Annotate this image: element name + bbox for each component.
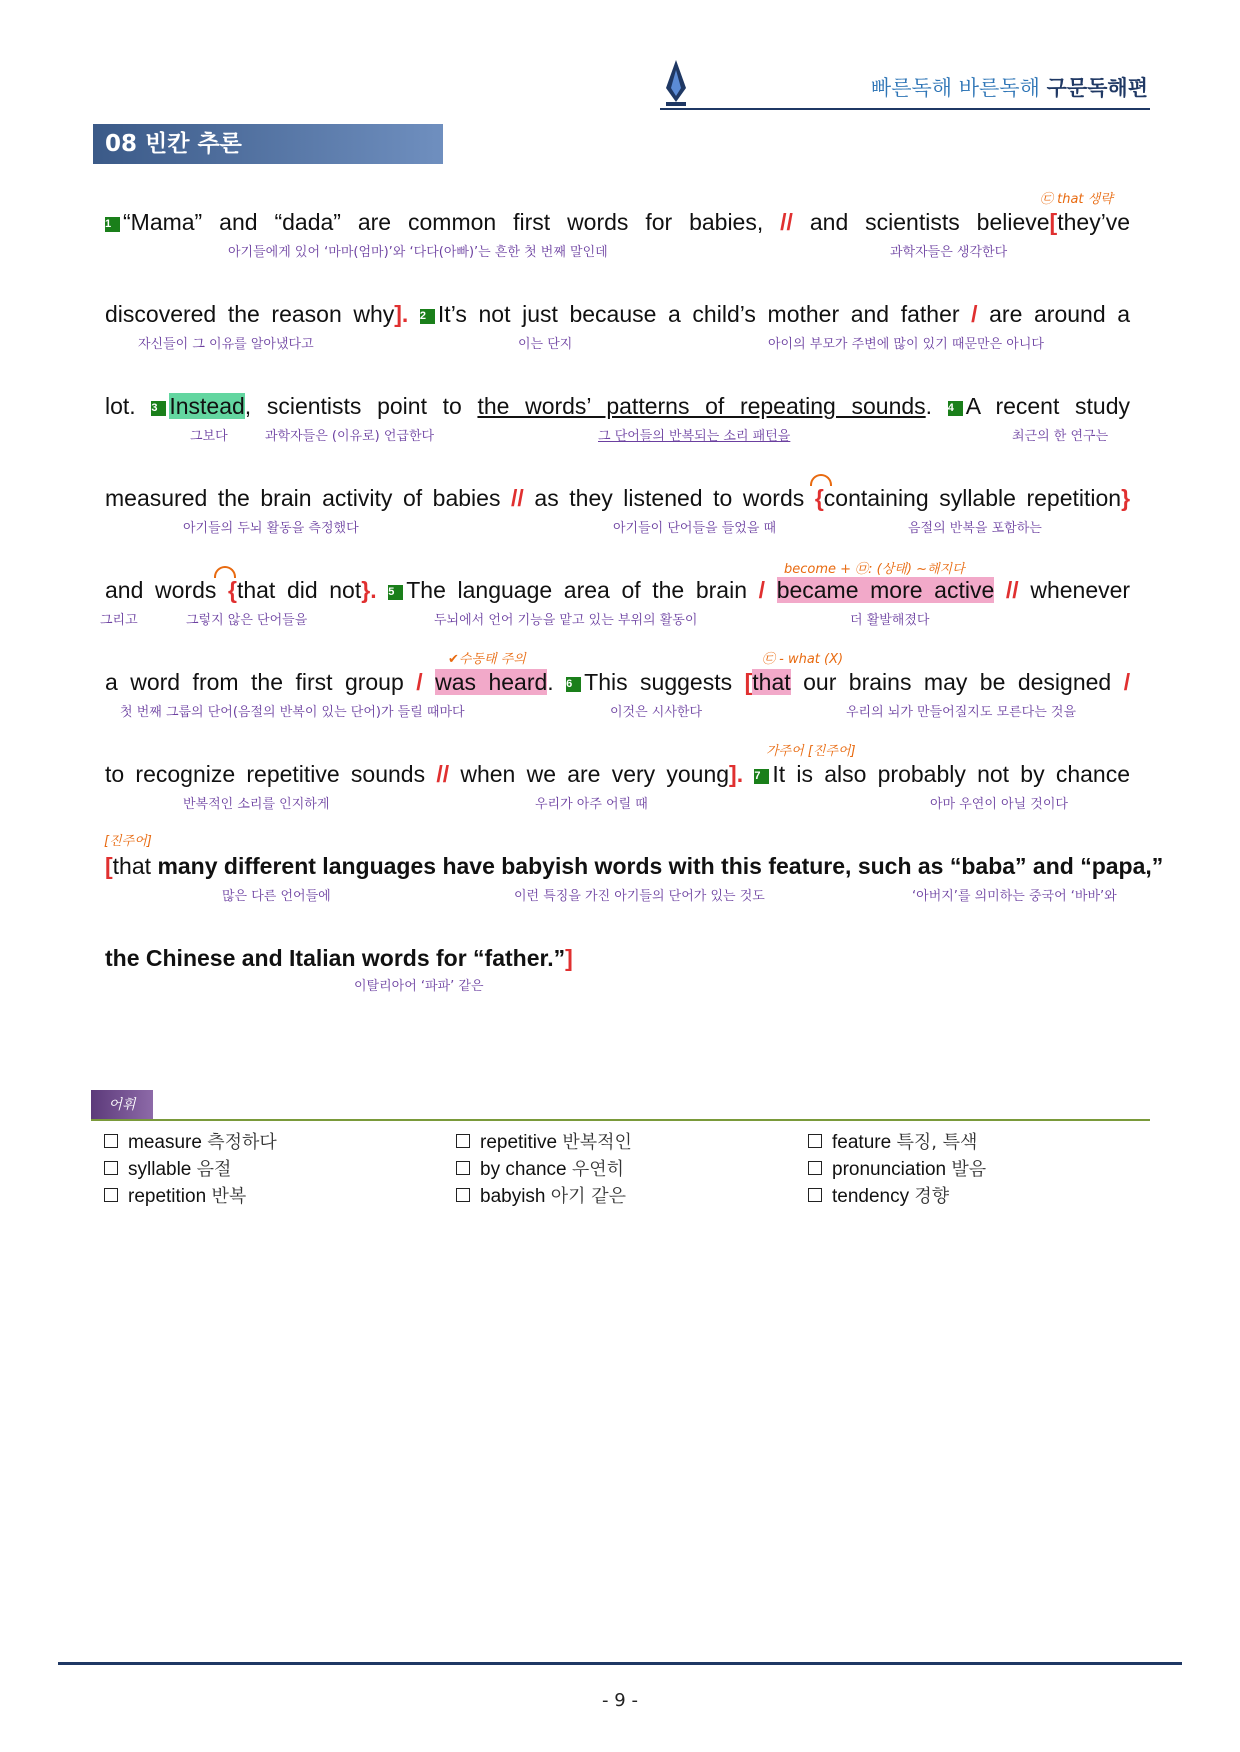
bracket: [ xyxy=(105,853,113,879)
sentence-number-4: 4 xyxy=(948,401,963,416)
bracket: ]. xyxy=(394,301,409,327)
vocab-item xyxy=(808,1155,986,1181)
translation: 이것은 시사한다 xyxy=(610,705,703,720)
chunk-slash: // xyxy=(780,209,793,235)
text: , scientists point to xyxy=(244,393,462,419)
header-rule xyxy=(660,108,1150,110)
vocab-word: by chance xyxy=(480,1159,567,1180)
checkbox[interactable] xyxy=(808,1188,822,1202)
passage-line-3 xyxy=(105,392,1130,420)
chunk-slash: / xyxy=(971,301,978,327)
translation: 음절의 반복을 포함하는 xyxy=(908,521,1042,536)
sentence-number-2: 2 xyxy=(420,309,435,324)
text: discovered the reason why xyxy=(105,301,395,327)
chunk-slash: // xyxy=(436,761,450,787)
bracket: } xyxy=(1121,485,1131,511)
sentence-number-5: 5 xyxy=(388,585,403,600)
text: This suggests xyxy=(584,669,733,695)
translation: 그보다 xyxy=(190,429,228,444)
checkbox[interactable] xyxy=(456,1188,470,1202)
vocab-meaning: 아기 같은 xyxy=(550,1186,627,1207)
translation: 이탈리아어 ‘파파’ 같은 xyxy=(354,979,484,994)
vocab-word: babyish xyxy=(480,1186,546,1207)
annotation-that-omitted: ㉢ that 생략 xyxy=(1040,192,1113,207)
bracket: [ xyxy=(1049,209,1058,235)
text: The language area of the brain xyxy=(406,577,748,603)
passage-line-7 xyxy=(105,760,1130,788)
text: “dada” xyxy=(274,209,341,235)
header-title xyxy=(871,72,1148,102)
translation: 아기들의 두뇌 활동을 측정했다 xyxy=(183,521,359,536)
header-series: 빠른독해 바른독해 xyxy=(870,76,1040,100)
vocab-word: tendency xyxy=(832,1186,910,1207)
sentence-number-1: 1 xyxy=(105,217,120,232)
sentence-number-6: 6 xyxy=(566,677,581,692)
checkbox[interactable] xyxy=(104,1161,118,1175)
highlight-instead: Instead xyxy=(169,393,245,419)
text: are common first words for babies, xyxy=(357,209,764,235)
text: . xyxy=(547,669,554,695)
passage-line-4 xyxy=(105,484,1130,512)
vocab-word: repetitive xyxy=(480,1132,558,1153)
vocab-meaning: 발음 xyxy=(951,1159,987,1180)
checkbox[interactable] xyxy=(808,1161,822,1175)
chunk-slash: // xyxy=(1005,577,1019,603)
translation: 아이의 부모가 주변에 많이 있기 때문만은 아니다 xyxy=(768,337,1044,352)
translation: 많은 다른 언어들에 xyxy=(222,889,331,904)
translation: 그리고 xyxy=(100,613,138,628)
annotation-dummy-subject: 가주어 [진주어] xyxy=(766,744,856,759)
text: measured the brain activity of babies xyxy=(105,485,501,511)
vocab-item xyxy=(104,1128,277,1154)
annotation-real-subject: [진주어] xyxy=(104,834,152,849)
footer-rule xyxy=(58,1662,1182,1665)
vocab-item xyxy=(808,1182,949,1208)
pen-nib-logo xyxy=(662,58,690,108)
text: are around a xyxy=(989,301,1131,327)
translation: 과학자들은 (이유로) 언급한다 xyxy=(265,429,435,444)
translation: 자신들이 그 이유를 알아냈다고 xyxy=(138,337,314,352)
vocab-rule xyxy=(91,1119,1150,1121)
text: . xyxy=(925,393,933,419)
text: that did not xyxy=(236,577,362,603)
sentence-number-7: 7 xyxy=(754,769,769,784)
modifier-arc xyxy=(214,566,236,578)
highlight-that: that xyxy=(752,669,791,695)
vocab-meaning: 경향 xyxy=(914,1186,950,1207)
text: to recognize repetitive sounds xyxy=(105,761,426,787)
text: and scientists believe xyxy=(809,209,1050,235)
bracket: ] xyxy=(565,945,573,971)
text: as they listened to words xyxy=(534,485,805,511)
checkbox[interactable] xyxy=(104,1188,118,1202)
checkbox[interactable] xyxy=(456,1134,470,1148)
bracket: }. xyxy=(361,577,377,603)
modifier-arc xyxy=(810,474,832,486)
passage-line-1 xyxy=(105,208,1130,236)
annotation-become: become + ㉤: (상태) ~해지다 xyxy=(784,562,965,577)
bold-text: the Chinese and Italian words for “father.” xyxy=(105,945,566,971)
passage-line-8 xyxy=(105,852,1164,880)
vocab-item xyxy=(104,1182,246,1208)
text: our brains may be designed xyxy=(803,669,1112,695)
highlight-was-heard: was heard xyxy=(435,669,548,695)
translation: ‘아버지’를 의미하는 중국어 ‘바바’와 xyxy=(912,889,1117,904)
translation: 두뇌에서 언어 기능을 맡고 있는 부위의 활동이 xyxy=(434,613,698,628)
underlined-phrase: the words’ patterns of repeating sounds xyxy=(477,393,926,419)
translation: 아기들에게 있어 ‘마마(엄마)’와 ‘다다(아빠)’는 흔한 첫 번째 말인데 xyxy=(228,245,608,260)
highlight-became-more-active: became more active xyxy=(776,577,995,603)
translation: 우리가 아주 어릴 때 xyxy=(535,797,648,812)
text: they’ve xyxy=(1057,209,1131,235)
vocab-tab: 어휘 xyxy=(91,1090,153,1120)
vocab-word: syllable xyxy=(128,1159,192,1180)
bracket: { xyxy=(228,577,237,603)
checkbox[interactable] xyxy=(456,1161,470,1175)
translation: 더 활발해졌다 xyxy=(850,613,930,628)
translation: 그렇지 않은 단어들을 xyxy=(186,613,308,628)
translation: 반복적인 소리를 인지하게 xyxy=(183,797,330,812)
vocab-meaning: 반복적인 xyxy=(562,1132,632,1153)
translation: 우리의 뇌가 만들어질지도 모른다는 것을 xyxy=(846,705,1077,720)
sentence-number-3: 3 xyxy=(151,401,166,416)
vocab-meaning: 음절 xyxy=(196,1159,232,1180)
text: that xyxy=(112,853,152,879)
bold-text: many different languages have babyish words with this feature, such as “baba” and “papa,” xyxy=(157,853,1164,879)
translation: 그 단어들의 반복되는 소리 패턴을 xyxy=(598,429,791,444)
translation: 최근의 한 연구는 xyxy=(1012,429,1109,444)
vocab-item xyxy=(456,1128,632,1154)
vocab-item xyxy=(808,1128,977,1154)
passage-line-5 xyxy=(105,576,1130,604)
text: and words xyxy=(105,577,217,603)
vocab-item xyxy=(104,1155,231,1181)
translation: 아기들이 단어들을 들었을 때 xyxy=(613,521,777,536)
translation: 이런 특징을 가진 아기들의 단어가 있는 것도 xyxy=(514,889,765,904)
page-number: - 9 - xyxy=(602,1690,638,1711)
vocab-item xyxy=(456,1182,626,1208)
passage-line-9 xyxy=(105,944,1130,972)
text: containing syllable repetition xyxy=(823,485,1122,511)
vocab-meaning: 특징, 특색 xyxy=(896,1132,978,1153)
translation: 과학자들은 생각한다 xyxy=(890,245,1008,260)
vocab-meaning: 우연히 xyxy=(571,1159,625,1180)
passage-line-2 xyxy=(105,300,1130,328)
chunk-slash: // xyxy=(511,485,524,511)
vocab-word: repetition xyxy=(128,1186,207,1207)
translation: 첫 번째 그룹의 단어(음절의 반복이 있는 단어)가 들릴 때마다 xyxy=(120,705,465,720)
text: lot. xyxy=(105,393,136,419)
translation: 이는 단지 xyxy=(518,337,573,352)
translation: 아마 우연이 아닐 것이다 xyxy=(930,797,1068,812)
section-title: 08 빈칸 추론 xyxy=(93,124,443,164)
text: whenever xyxy=(1030,577,1131,603)
vocab-word: feature xyxy=(832,1132,892,1153)
vocab-meaning: 측정하다 xyxy=(207,1132,277,1153)
text: “Mama” xyxy=(123,209,203,235)
bracket: { xyxy=(814,485,824,511)
checkbox[interactable] xyxy=(104,1134,118,1148)
chunk-slash: / xyxy=(416,669,423,695)
text: and xyxy=(219,209,258,235)
header-edition: 구문독해편 xyxy=(1046,76,1148,100)
text: A recent study xyxy=(965,393,1130,419)
annotation-what: ㉢ - what (X) xyxy=(762,652,844,667)
passage-line-6 xyxy=(105,668,1130,696)
bracket: [ xyxy=(744,669,753,695)
annotation-passive: ✔수동태 주의 xyxy=(448,652,526,667)
bracket: ]. xyxy=(729,761,744,787)
text: It’s not just because a child’s mother and father xyxy=(437,301,960,327)
text: when we are very young xyxy=(460,761,730,787)
text: It is also probably not by chance xyxy=(772,761,1130,787)
vocab-word: measure xyxy=(128,1132,202,1153)
chunk-slash: / xyxy=(1123,669,1131,695)
chunk-slash: / xyxy=(758,577,766,603)
vocab-item xyxy=(456,1155,624,1181)
vocab-meaning: 반복 xyxy=(211,1186,247,1207)
text: a word from the first group xyxy=(105,669,404,695)
vocab-word: pronunciation xyxy=(832,1159,947,1180)
checkbox[interactable] xyxy=(808,1134,822,1148)
